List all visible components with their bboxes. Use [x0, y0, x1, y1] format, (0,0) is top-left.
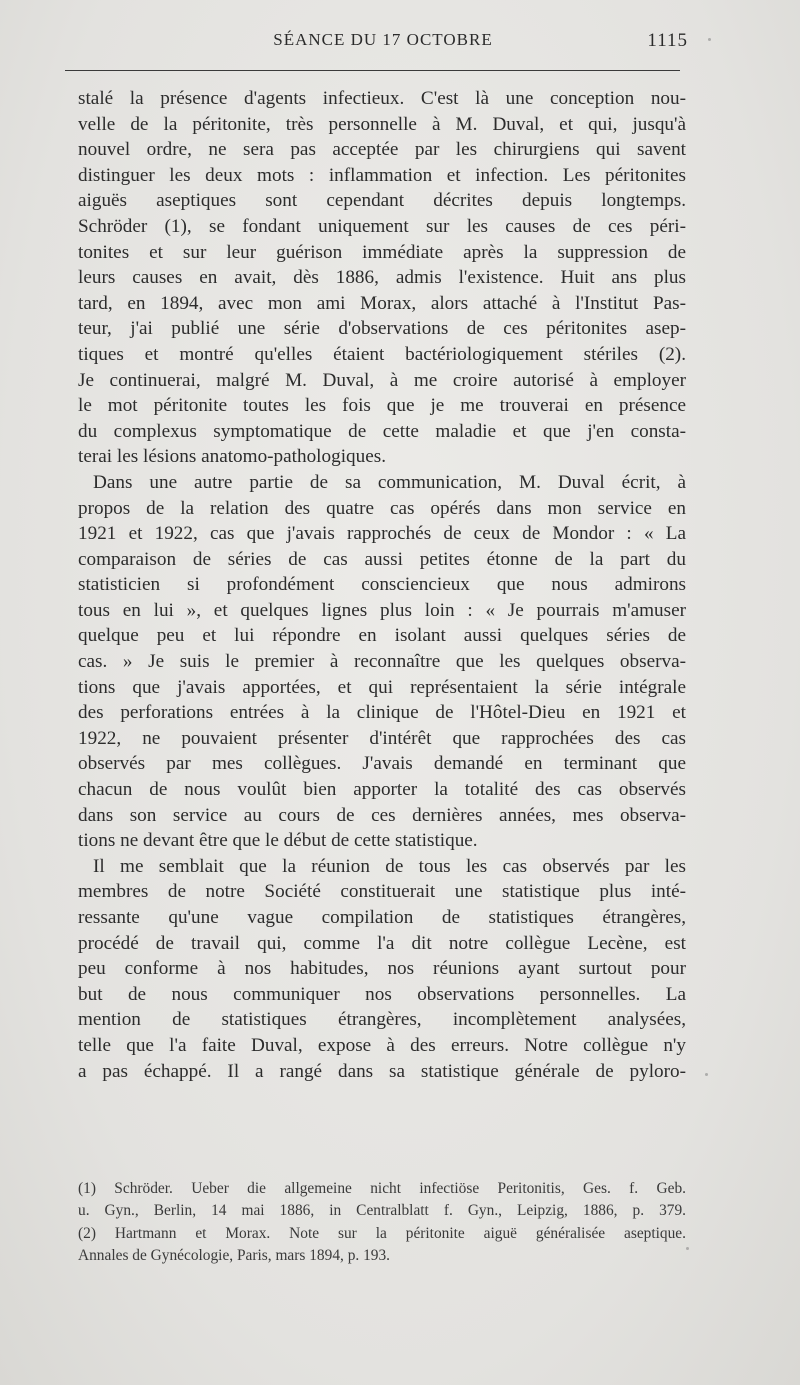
- text-line: tiques et montré qu'elles étaient bactériologiquement stériles (2).: [78, 343, 686, 365]
- text-line: Dans une autre partie de sa communication, M. Duval écrit, à: [93, 471, 686, 493]
- text-line: leurs causes en avait, dès 1886, admis l'existence. Huit ans plus: [78, 267, 686, 289]
- paper-speck: [708, 38, 711, 41]
- page-number: 1115: [647, 30, 688, 51]
- footnote-line: Annales de Gynécologie, Paris, mars 1894, p. 193.: [78, 1246, 391, 1264]
- footnotes: [78, 1178, 686, 1267]
- footnote-line: (2) Hartmann et Morax. Note sur la péritonite aiguë généralisée aseptique.: [78, 1224, 686, 1242]
- text-line: ressante qu'une vague compilation de statistiques étrangères,: [78, 907, 686, 928]
- text-line: tions que j'avais apportées, et qui représentaient la série intégrale: [78, 676, 686, 698]
- text-line: peu conforme à nos habitudes, nos réunions ayant surtout pour: [78, 958, 686, 980]
- text-line: tous en lui », et quelques lignes plus loin : « Je pourrais m'amuser: [78, 599, 686, 621]
- text-line: dans son service au cours de ces dernières années, mes observa-: [78, 804, 686, 826]
- text-line: membres de notre Société constituerait une statistique plus inté-: [78, 881, 686, 903]
- paper-speck: [705, 1073, 708, 1076]
- text-line: 1921 et 1922, cas que j'avais rapprochés de ceux de Mondor : « La: [78, 523, 686, 545]
- text-line: 1922, ne pouvaient présenter d'intérêt que rapprochées des cas: [78, 727, 686, 749]
- text-line: du complexus symptomatique de cette maladie et que j'en consta-: [78, 420, 686, 442]
- text-line: cas. » Je suis le premier à reconnaître que les quelques observa-: [78, 651, 686, 673]
- text-line: velle de la péritonite, très personnelle à M. Duval, et qui, jusqu'à: [78, 113, 686, 135]
- text-line: tard, en 1894, avec mon ami Morax, alors attaché à l'Institut Pas-: [78, 292, 686, 314]
- text-line: Il me semblait que la réunion de tous les cas observés par les: [93, 855, 686, 877]
- text-line: tonites et sur leur guérison immédiate après la suppression de: [78, 241, 686, 263]
- page-header: [78, 30, 688, 54]
- text-line: comparaison de séries de cas aussi petites étonne de la part du: [78, 548, 686, 570]
- text-line: mention de statistiques étrangères, incomplètement analysées,: [78, 1009, 686, 1031]
- text-line: teur, j'ai publié une série d'observations de ces péritonites asep-: [78, 318, 686, 340]
- text-line: nouvel ordre, ne sera pas acceptée par les chirurgiens qui savent: [78, 139, 686, 161]
- body-text: [78, 86, 686, 1084]
- text-line: statisticien si profondément consciencieux que nous admirons: [78, 574, 686, 596]
- paper-speck: [686, 1247, 689, 1250]
- text-line: des perforations entrées à la clinique de l'Hôtel-Dieu en 1921 et: [78, 702, 686, 724]
- text-line: aiguës aseptiques sont cependant décrites depuis longtemps.: [78, 190, 686, 212]
- footnote-line: (1) Schröder. Ueber die allgemeine nicht infectiöse Peritonitis, Ges. f. Geb.: [78, 1180, 686, 1197]
- text-line: propos de la relation des quatre cas opérés dans mon service en: [78, 497, 686, 519]
- text-line: distinguer les deux mots : inflammation et infection. Les péritonites: [78, 164, 686, 186]
- text-line: le mot péritonite toutes les fois que je me trouverai en présence: [78, 395, 686, 417]
- text-line: stalé la présence d'agents infectieux. C'est là une conception nou-: [78, 88, 686, 109]
- text-line: Schröder (1), se fondant uniquement sur les causes de ces péri-: [78, 215, 686, 237]
- footnote-line: u. Gyn., Berlin, 14 mai 1886, in Centralblatt f. Gyn., Leipzig, 1886, p. 379.: [78, 1202, 686, 1220]
- text-line: but de nous communiquer nos observations personnelles. La: [78, 983, 686, 1005]
- header-rule: [65, 70, 680, 71]
- text-line: telle que l'a faite Duval, expose à des erreurs. Notre collègue n'y: [78, 1034, 686, 1056]
- text-line: quelque peu et lui répondre en isolant aussi quelques séries de: [78, 625, 686, 647]
- text-line: terai les lésions anatomo-pathologiques.: [78, 446, 386, 468]
- running-title: SÉANCE DU 17 OCTOBRE: [273, 30, 493, 49]
- text-line: tions ne devant être que le début de cette statistique.: [78, 830, 478, 852]
- text-line: Je continuerai, malgré M. Duval, à me croire autorisé à employer: [78, 369, 686, 391]
- text-line: observés par mes collègues. J'avais demandé en terminant que: [78, 753, 686, 775]
- text-line: chacun de nous voulût bien apporter la totalité des cas observés: [78, 779, 686, 801]
- text-line: a pas échappé. Il a rangé dans sa statistique générale de pyloro-: [78, 1060, 686, 1082]
- text-line: procédé de travail qui, comme l'a dit notre collègue Lecène, est: [78, 932, 686, 954]
